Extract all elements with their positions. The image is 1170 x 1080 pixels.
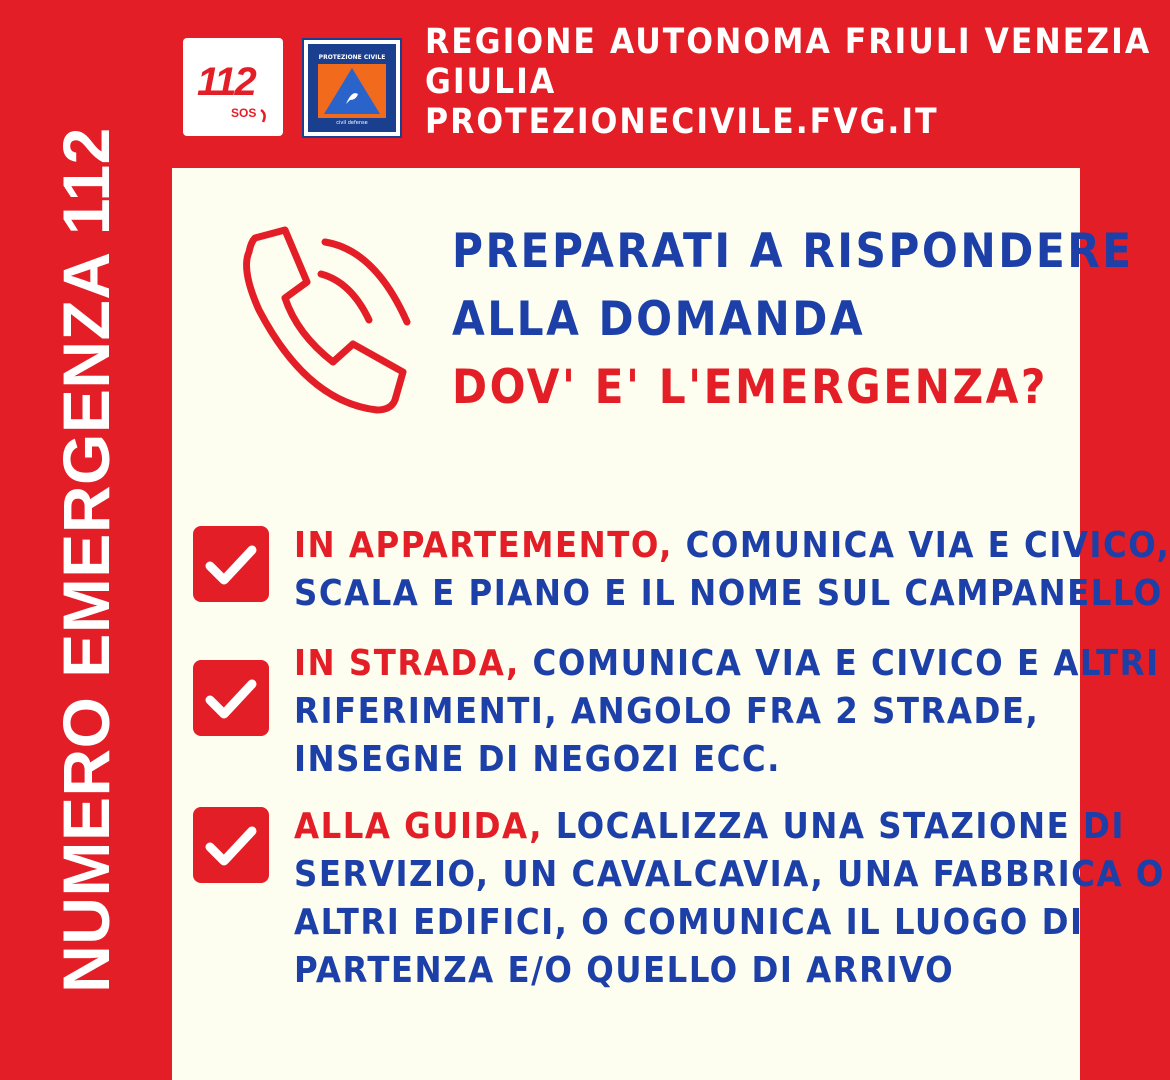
list-item-text: [294, 522, 1170, 618]
logo-pc-background: [308, 44, 396, 132]
headline: [452, 218, 1134, 422]
list-item-line: ALTRI EDIFICI, O COMUNICA IL LUOGO DI: [294, 902, 1084, 943]
headline-line-1: PREPARATI A RISPONDERE: [452, 224, 1134, 279]
list-item-lead: IN STRADA,: [294, 643, 520, 684]
list-item-line: SCALA E PIANO E IL NOME SUL CAMPANELLO: [294, 573, 1163, 614]
list-item-lead: IN APPARTEMENTO,: [294, 525, 673, 566]
side-title: NUMERO EMERGENZA 112: [49, 127, 123, 993]
header-line-3: PROTEZIONECIVILE.FVG.IT: [425, 102, 939, 142]
list-item-line: COMUNICA VIA E CIVICO,: [672, 525, 1170, 566]
phone-curl-icon: [183, 38, 283, 136]
headline-line-3: DOV' E' L'EMERGENZA?: [452, 360, 1048, 415]
list-item-line: RIFERIMENTI, ANGOLO FRA 2 STRADE,: [294, 691, 1040, 732]
list-item-line: PARTENZA E/O QUELLO DI ARRIVO: [294, 950, 955, 991]
logo-pc-top-text: PROTEZIONE CIVILE: [318, 54, 386, 61]
list-item-line: LOCALIZZA UNA STAZIONE DI: [543, 806, 1125, 847]
checkmark-icon: [193, 660, 269, 736]
list-item-text: [294, 640, 1160, 784]
list-item-text: [294, 803, 1165, 995]
list-item-line: INSEGNE DI NEGOZI ECC.: [294, 739, 781, 780]
logo-protezione-civile: [302, 38, 402, 138]
logo-112-number: 112: [197, 60, 255, 104]
logo-sos-label: SOS: [231, 106, 257, 120]
checkmark-icon: [193, 526, 269, 602]
logo-pc-bottom-text: civil defense: [336, 120, 368, 126]
headline-line-2: ALLA DOMANDA: [452, 292, 866, 347]
header-text: [425, 22, 1151, 142]
header-line-2: GIULIA: [425, 62, 557, 102]
phone-handset-icon: [225, 218, 425, 423]
checkmark-icon: [193, 807, 269, 883]
logo-112-sos: [183, 38, 283, 136]
list-item-lead: ALLA GUIDA,: [294, 806, 544, 847]
list-item-line: COMUNICA VIA E CIVICO E ALTRI: [519, 643, 1160, 684]
triangle-emblem-icon: [308, 44, 396, 132]
list-item-line: SERVIZIO, UN CAVALCAVIA, UNA FABBRICA O: [294, 854, 1165, 895]
header-line-1: REGIONE AUTONOMA FRIULI VENEZIA: [425, 22, 1152, 62]
